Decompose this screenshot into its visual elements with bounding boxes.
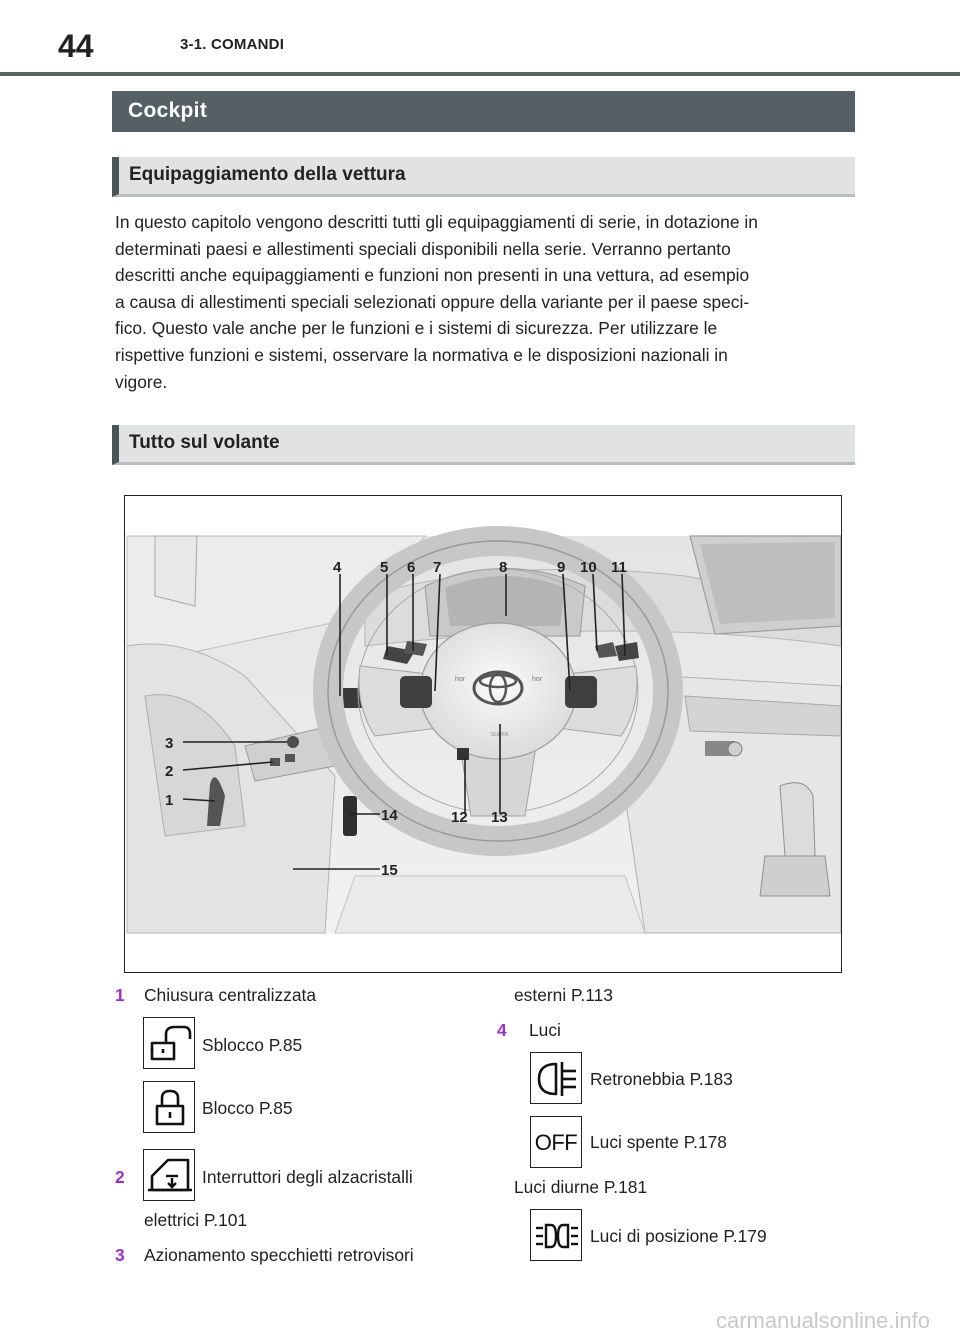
callout-11: 11: [611, 559, 627, 576]
callout-1: 1: [165, 792, 174, 809]
section-heading-equipment: Equipaggiamento della vettura: [112, 157, 855, 197]
intro-line: a causa di allestimenti speciali selezionati oppure della variante per il paese speci-: [115, 291, 750, 312]
lock-icon: [143, 1081, 195, 1133]
unlock-caption: Sblocco P.85: [202, 1035, 303, 1055]
list-item-mirrors: Azionamento specchietti retrovisori: [144, 1245, 414, 1265]
watermark: carmanualsonline.info: [715, 1308, 930, 1333]
intro-line: vigore.: [115, 371, 168, 392]
intro-paragraph: [115, 209, 860, 395]
wheel-horn-label-left: hor: [455, 676, 466, 683]
list-number-4: 4: [497, 1020, 507, 1040]
cockpit-drawing: [125, 496, 842, 973]
list-item-lights: Luci: [529, 1020, 561, 1040]
callout-3: 3: [165, 735, 174, 752]
daytime-lights-label: Luci diurne P.181: [514, 1177, 648, 1197]
lights-off-icon: [530, 1116, 582, 1168]
rear-fog-caption: Retronebbia P.183: [590, 1069, 733, 1089]
list-number-2: 2: [115, 1167, 125, 1187]
lights-off-icon-text: OFF: [534, 1130, 578, 1155]
wheel-center-label: SUPRA: [491, 732, 509, 738]
window-switch-caption: Interruttori degli alzacristalli: [202, 1167, 413, 1187]
lock-caption: Blocco P.85: [202, 1098, 293, 1118]
intro-line: In questo capitolo vengono descritti tutti gli equipaggiamenti di serie, in dotazione in: [115, 212, 758, 232]
list-item-mirrors-cont: esterni P.113: [514, 985, 613, 1005]
list-item-central-locking: Chiusura centralizzata: [144, 985, 317, 1005]
chapter-banner: Cockpit: [112, 91, 855, 132]
callout-14: 14: [381, 807, 398, 824]
parking-lights-icon: [530, 1209, 582, 1261]
list-number-1: 1: [115, 985, 125, 1005]
intro-line: fico. Questo vale anche per le funzioni e i sistemi di sicurezza. Per utilizzare le: [115, 318, 718, 339]
cockpit-illustration: [124, 495, 842, 973]
header-rule: [0, 72, 960, 76]
lights-off-caption: Luci spente P.178: [590, 1132, 727, 1152]
window-switch-icon: [143, 1149, 195, 1201]
callout-6: 6: [407, 559, 416, 576]
callout-7: 7: [433, 559, 442, 576]
intro-line: rispettive funzioni e sistemi, osservare la normativa e le disposizioni nazionali in: [115, 344, 728, 365]
callout-5: 5: [380, 559, 389, 576]
list-number-3: 3: [115, 1245, 125, 1265]
callout-15: 15: [381, 862, 398, 879]
callout-10: 10: [580, 559, 597, 576]
window-switch-caption-cont: elettrici P.101: [144, 1210, 248, 1230]
unlock-icon: [143, 1017, 195, 1069]
section-code: 3-1. COMANDI: [180, 36, 285, 53]
section-heading-steering: Tutto sul volante: [112, 425, 855, 465]
parking-lights-caption: Luci di posizione P.179: [590, 1226, 767, 1246]
callout-9: 9: [557, 559, 566, 576]
callout-2: 2: [165, 763, 174, 780]
callout-12: 12: [451, 809, 468, 826]
callout-13: 13: [491, 809, 508, 826]
wheel-horn-label-right: hor: [532, 676, 543, 683]
intro-line: determinati paesi e allestimenti speciali disponibili nella serie. Verranno pertanto: [115, 238, 731, 259]
page-number: 44: [58, 28, 94, 64]
callout-4: 4: [333, 559, 342, 576]
callout-8: 8: [499, 559, 508, 576]
rear-fog-light-icon: [530, 1052, 582, 1104]
intro-line: descritti anche equipaggiamenti e funzioni non presenti in una vettura, ad esempio: [115, 265, 750, 286]
